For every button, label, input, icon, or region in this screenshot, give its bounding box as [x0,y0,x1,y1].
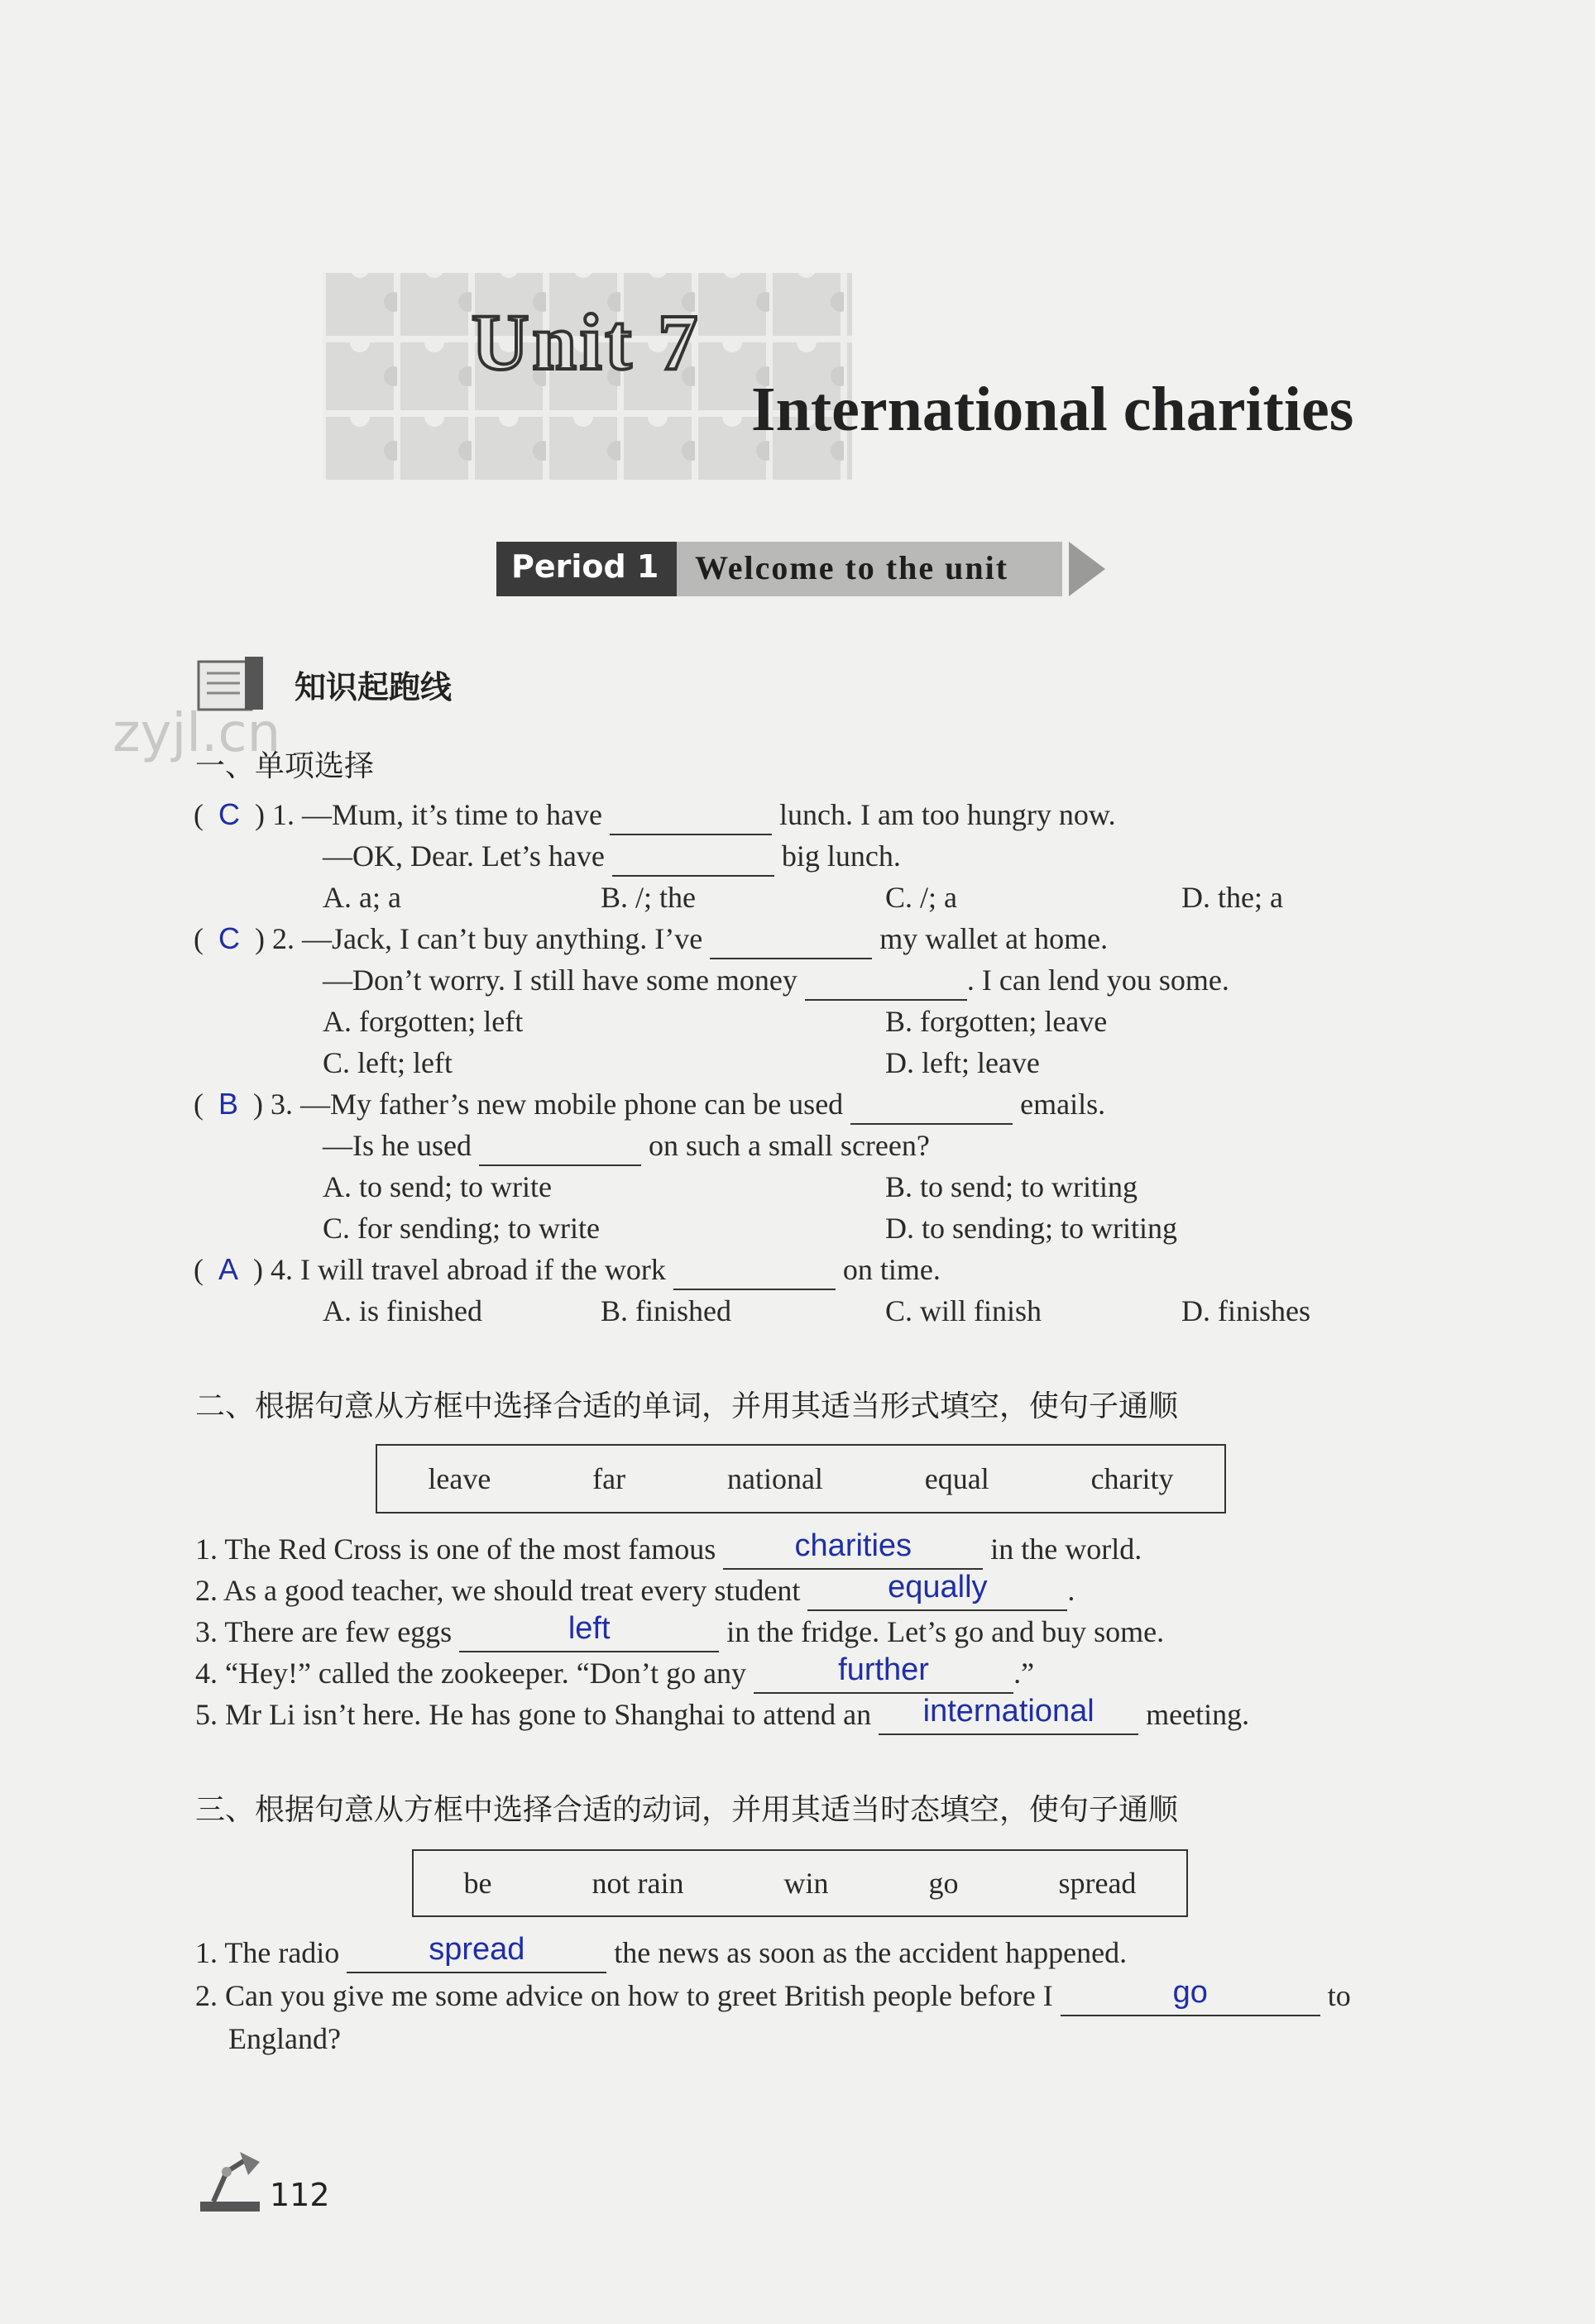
question-1: ( C ) 1. —Mum, it’s time to have lunch. I am too hungry now. [194,794,1116,835]
watermark: zyjl.cn [113,703,281,764]
section-header: 知识起跑线 [295,669,453,705]
question-line [323,1125,930,1166]
answer: B [218,1087,239,1121]
option-d: D. the; a [1181,881,1283,914]
answer-blank[interactable] [479,1128,641,1166]
word-option: be [463,1867,492,1900]
filled-answer: charities [794,1528,912,1563]
word-option: not rain [592,1867,684,1900]
fill-item-2 [195,1975,1351,2016]
option-d: D. to sending; to writing [885,1212,1177,1245]
question-text: emails. [1020,1088,1106,1121]
item-text: There are few eggs [224,1615,453,1648]
period-title-band [677,542,1062,596]
question-line [323,959,1229,1001]
answer-blank[interactable] [710,921,872,959]
word-box [412,1849,1188,1917]
item-text: the news as soon as the accident happened. [614,1936,1128,1969]
part1-title: 一、单项选择 [195,749,375,783]
item-text: .” [1013,1657,1035,1690]
period-title: Welcome to the unit [695,549,1009,586]
word-option: charity [1090,1462,1174,1495]
filled-answer: international [922,1694,1094,1729]
word-box [376,1444,1226,1513]
fill-item-5 [195,1694,1249,1735]
item-text: “Hey!” called the zookeeper. “Don’t go any [225,1657,747,1690]
question-text: —OK, Dear. Let’s have [323,839,605,873]
page-number: 112 [270,2177,330,2213]
question-2: ( C ) 2. —Jack, I can’t buy anything. I’ve my wallet at home. [194,918,1108,959]
item-text: As a good teacher, we should treat every student [223,1574,801,1607]
item-number: 4. [195,1657,218,1690]
answer-blank[interactable] [347,1932,606,1973]
item-text: Mr Li isn’t here. He has gone to Shanghai to attend an [225,1698,872,1731]
option-a: A. a; a [323,881,401,914]
question-line [323,835,901,877]
item-text: meeting. [1146,1698,1250,1731]
arrow-icon [1069,542,1109,596]
question-number: 3. [271,1088,294,1121]
question-text: big lunch. [781,839,901,873]
item-number: 2. [195,1574,218,1607]
word-option: far [592,1462,626,1495]
item-text: in the fridge. Let’s go and buy some. [726,1615,1165,1648]
fill-item-3 [195,1611,1164,1652]
question-text: —Is he used [323,1129,472,1162]
answer-blank[interactable] [805,963,967,1001]
item-text: in the world. [990,1533,1142,1566]
option-b: B. to send; to writing [885,1170,1138,1203]
option-c: C. left; left [323,1046,453,1079]
item-continuation: England? [228,2022,341,2055]
question-text: I will travel abroad if the work [300,1253,666,1286]
answer-blank[interactable] [610,797,772,835]
item-text: The radio [224,1936,340,1969]
question-3: ( B ) 3. —My father’s new mobile phone can be used emails. [194,1083,1105,1125]
question-text: —Jack, I can’t buy anything. I’ve [302,922,703,955]
item-number: 2. [195,1979,218,2012]
word-option: equal [924,1462,989,1495]
part2-title: 二、根据句意从方框中选择合适的单词，并用其适当形式填空，使句子通顺 [195,1389,1179,1423]
option-c: C. for sending; to write [323,1212,600,1245]
option-a: A. is finished [323,1294,482,1327]
item-text: Can you give me some advice on how to greet British people before I [225,1979,1053,2012]
answer-blank[interactable] [879,1694,1138,1735]
question-text: . I can lend you some. [966,964,1229,997]
word-option: go [928,1867,959,1900]
filled-answer: further [838,1652,929,1687]
question-text: lunch. I am too hungry now. [778,798,1116,831]
option-a: A. to send; to write [323,1170,552,1203]
question-text: on time. [842,1253,941,1286]
unit-title: International charities [751,375,1354,444]
option-b: B. forgotten; leave [885,1005,1108,1038]
answer-blank[interactable] [459,1611,719,1652]
question-text: —Mum, it’s time to have [302,798,602,831]
period-badge [496,542,677,596]
item-text: The Red Cross is one of the most famous [224,1533,716,1566]
answer-blank[interactable] [850,1087,1013,1125]
question-text: on such a small screen? [648,1129,930,1162]
question-number: 1. [272,798,295,831]
fill-item-1 [195,1528,1142,1570]
option-d: D. finishes [1181,1294,1310,1327]
word-option: national [726,1462,823,1495]
question-text: —My father’s new mobile phone can be used [300,1088,844,1121]
item-text: to [1327,1979,1351,2012]
word-option: spread [1058,1867,1137,1900]
item-number: 1. [195,1533,218,1566]
item-number: 3. [195,1615,218,1648]
answer-blank[interactable] [807,1570,1067,1611]
answer: A [218,1252,239,1286]
filled-answer: spread [429,1932,525,1967]
lamp-icon [194,2147,270,2216]
item-text: . [1067,1574,1075,1607]
item-number: 5. [195,1698,218,1731]
filled-answer: left [568,1611,611,1646]
option-a: A. forgotten; left [323,1005,524,1038]
item-number: 1. [195,1936,218,1969]
option-b: B. /; the [601,881,696,914]
filled-answer: equally [888,1570,988,1604]
answer-blank[interactable] [612,839,774,877]
answer: C [218,797,240,831]
question-text: my wallet at home. [879,922,1109,955]
answer-blank[interactable] [673,1252,836,1290]
option-c: C. will finish [885,1294,1042,1327]
answer: C [218,921,240,955]
part3-title: 三、根据句意从方框中选择合适的动词，并用其适当时态填空，使句子通顺 [195,1793,1179,1827]
fill-item-4 [195,1652,1034,1694]
option-d: D. left; leave [885,1046,1040,1079]
answer-blank[interactable] [723,1528,983,1570]
question-number: 2. [272,922,295,955]
question-4: ( A ) 4. I will travel abroad if the work on time. [194,1249,941,1290]
fill-item-1 [195,1932,1127,1973]
filled-answer: go [1172,1975,1208,2010]
unit-label: Unit 7 [472,298,702,386]
question-text: —Don’t worry. I still have some money [323,964,798,997]
fill-item-2 [195,1570,1075,1611]
word-option: win [783,1867,829,1900]
option-b: B. finished [601,1294,731,1327]
question-number: 4. [271,1253,294,1286]
option-c: C. /; a [885,881,957,914]
word-option: leave [428,1462,491,1495]
answer-blank[interactable] [1061,1975,1320,2016]
answer-blank[interactable] [754,1652,1013,1694]
period-label: Period 1 [511,548,659,585]
